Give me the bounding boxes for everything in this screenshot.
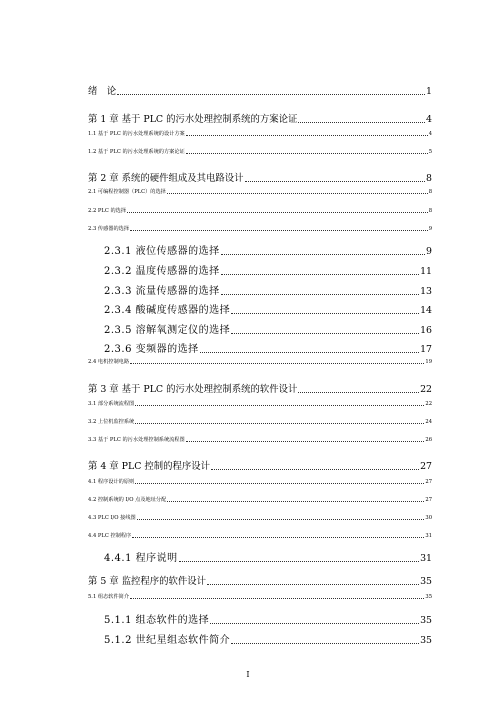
dot-leader bbox=[130, 598, 424, 599]
toc-entry-title: 2.3.2 温度传感器的选择 bbox=[104, 266, 220, 277]
toc-entry-page: 11 bbox=[420, 266, 432, 277]
toc-entry-page: 13 bbox=[420, 286, 432, 297]
dot-leader bbox=[210, 623, 419, 624]
toc-entry-page: 8 bbox=[428, 189, 432, 195]
toc-entry-title: 4.2 控制系统的 I/O 点及地址分配 bbox=[88, 497, 167, 503]
toc-entry[interactable] bbox=[88, 358, 432, 365]
toc-entry[interactable] bbox=[88, 381, 432, 395]
dot-leader bbox=[137, 519, 425, 520]
dot-leader bbox=[221, 274, 419, 275]
toc-entry-title: 4.4 PLC 控制程序 bbox=[88, 533, 132, 539]
toc-entry[interactable] bbox=[88, 130, 432, 137]
toc-entry-page: 22 bbox=[420, 384, 432, 395]
page-number: I bbox=[246, 670, 250, 679]
toc-entry-title: 5.1.1 组态软件的选择 bbox=[104, 615, 210, 626]
toc-entry-page: 27 bbox=[425, 497, 432, 503]
dot-leader bbox=[231, 643, 419, 644]
toc-entry[interactable] bbox=[104, 340, 432, 355]
dot-leader bbox=[245, 181, 426, 182]
toc-entry-page: 16 bbox=[420, 325, 432, 336]
toc-entry-title: 第 1 章 基于 PLC 的污水处理控制系统的方案论证 bbox=[88, 114, 298, 125]
toc-entry[interactable] bbox=[88, 436, 432, 443]
toc-entry-page: 27 bbox=[420, 461, 432, 472]
dot-leader bbox=[298, 392, 419, 393]
toc-entry[interactable] bbox=[104, 282, 432, 297]
toc-entry-title: 1.1 基于 PLC 的污水处理系统的设计方案 bbox=[88, 131, 185, 137]
toc-entry-page: 35 bbox=[420, 615, 432, 626]
toc-entry-title: 3.2 上位机监控系统 bbox=[88, 419, 135, 425]
toc-entry-page: 8 bbox=[426, 173, 432, 184]
toc-entry-page: 27 bbox=[425, 479, 432, 485]
toc-entry-page: 26 bbox=[425, 437, 432, 443]
toc-entry[interactable] bbox=[88, 111, 432, 125]
dot-leader bbox=[167, 193, 428, 194]
toc-entry[interactable] bbox=[88, 83, 432, 97]
toc-entry-page: 35 bbox=[425, 594, 432, 600]
toc-entry-page: 4 bbox=[426, 114, 432, 125]
toc-entry[interactable] bbox=[88, 188, 432, 195]
dot-leader bbox=[179, 561, 419, 562]
toc-entry[interactable] bbox=[88, 458, 432, 472]
toc-entry-title: 第 3 章 基于 PLC 的污水处理控制系统的软件设计 bbox=[88, 384, 298, 395]
toc-entry-title: 2.2 PLC 的选择 bbox=[88, 208, 127, 214]
toc-entry[interactable] bbox=[88, 207, 432, 214]
toc-entry-page: 8 bbox=[428, 208, 432, 214]
toc-entry[interactable] bbox=[104, 301, 432, 316]
toc-entry-page: 9 bbox=[428, 226, 432, 232]
toc-entry-title: 第 2 章 系统的硬件组成及其电路设计 bbox=[88, 173, 244, 184]
toc-entry-page: 31 bbox=[425, 533, 432, 539]
toc-entry-title: 1.2 基于 PLC 的污水处理系统的方案论证 bbox=[88, 149, 185, 155]
dot-leader bbox=[231, 333, 419, 334]
dot-leader bbox=[186, 153, 428, 154]
dot-leader bbox=[117, 94, 425, 95]
toc-entry[interactable] bbox=[88, 170, 432, 184]
dot-leader bbox=[130, 230, 428, 231]
toc-entry-page: 30 bbox=[425, 515, 432, 521]
toc-entry[interactable] bbox=[88, 225, 432, 232]
toc-entry-page: 5 bbox=[428, 149, 432, 155]
toc-entry[interactable] bbox=[88, 478, 432, 485]
toc-entry-title: 2.3 传感器的选择 bbox=[88, 226, 130, 232]
toc-entry-title: 第 4 章 PLC 控制的程序设计 bbox=[88, 461, 210, 472]
toc-entry-title: 4.1 程序设计的原则 bbox=[88, 479, 135, 485]
toc-entry-page: 1 bbox=[426, 86, 432, 97]
dot-leader bbox=[207, 584, 419, 585]
toc-entry-page: 24 bbox=[425, 419, 432, 425]
toc-entry-page: 22 bbox=[425, 401, 432, 407]
toc-entry[interactable] bbox=[104, 631, 432, 646]
dot-leader bbox=[186, 135, 428, 136]
dot-leader bbox=[130, 363, 424, 364]
dot-leader bbox=[200, 352, 419, 353]
toc-entry[interactable] bbox=[104, 549, 432, 564]
toc-entry-title: 5.1 组态软件简介 bbox=[88, 594, 130, 600]
toc-entry[interactable] bbox=[88, 418, 432, 425]
toc-entry-page: 35 bbox=[420, 635, 432, 646]
dot-leader bbox=[135, 405, 424, 406]
toc-entry[interactable] bbox=[88, 514, 432, 521]
dot-leader bbox=[167, 501, 424, 502]
toc-entry-title: 2.4 电机控制电路 bbox=[88, 359, 130, 365]
dot-leader bbox=[231, 313, 419, 314]
toc-entry-title: 第 5 章 监控程序的软件设计 bbox=[88, 576, 207, 587]
dot-leader bbox=[135, 483, 424, 484]
toc-entry[interactable] bbox=[104, 321, 432, 336]
toc-entry-title: 3.1 部分系统流程图 bbox=[88, 401, 135, 407]
toc-entry-title: 2.3.6 变频器的选择 bbox=[104, 344, 199, 355]
toc-entry[interactable] bbox=[88, 400, 432, 407]
dot-leader bbox=[221, 254, 425, 255]
dot-leader bbox=[186, 441, 425, 442]
toc-entry-title: 2.1 可编程控制器（PLC）的选择 bbox=[88, 189, 166, 195]
toc-entry-title: 4.4.1 程序说明 bbox=[104, 553, 178, 564]
toc-entry-page: 31 bbox=[420, 553, 432, 564]
toc-entry[interactable] bbox=[88, 573, 432, 587]
toc-entry[interactable] bbox=[88, 593, 432, 600]
toc-entry-page: 14 bbox=[420, 305, 432, 316]
toc-entry-page: 35 bbox=[420, 576, 432, 587]
dot-leader bbox=[135, 423, 424, 424]
dot-leader bbox=[298, 122, 425, 123]
dot-leader bbox=[211, 469, 419, 470]
toc-entry-title: 4.3 PLC I/O 接线图 bbox=[88, 515, 136, 521]
toc-entry[interactable] bbox=[88, 148, 432, 155]
toc-entry[interactable] bbox=[88, 496, 432, 503]
toc-entry-title: 5.1.2 世纪星组态软件简介 bbox=[104, 635, 231, 646]
dot-leader bbox=[221, 294, 419, 295]
dot-leader bbox=[127, 212, 428, 213]
toc-entry-title: 2.3.4 酸碱度传感器的选择 bbox=[104, 305, 231, 316]
toc-entry[interactable] bbox=[104, 242, 432, 257]
toc-entry-page: 4 bbox=[428, 131, 432, 137]
toc-entry-title: 3.3 基于 PLC 的污水处理控制系统流程图 bbox=[88, 437, 185, 443]
toc-entry-page: 19 bbox=[425, 359, 432, 365]
toc-entry-title: 2.3.3 流量传感器的选择 bbox=[104, 286, 220, 297]
toc-entry-title: 2.3.5 溶解氧测定仪的选择 bbox=[104, 325, 231, 336]
toc-entry[interactable] bbox=[88, 532, 432, 539]
toc-entry-title: 绪 论 bbox=[88, 86, 117, 97]
dot-leader bbox=[132, 537, 424, 538]
toc-entry[interactable] bbox=[104, 262, 432, 277]
toc-entry[interactable] bbox=[104, 611, 432, 626]
toc-entry-page: 17 bbox=[420, 344, 432, 355]
toc-entry-page: 9 bbox=[426, 246, 432, 257]
toc-entry-title: 2.3.1 液位传感器的选择 bbox=[104, 246, 220, 257]
